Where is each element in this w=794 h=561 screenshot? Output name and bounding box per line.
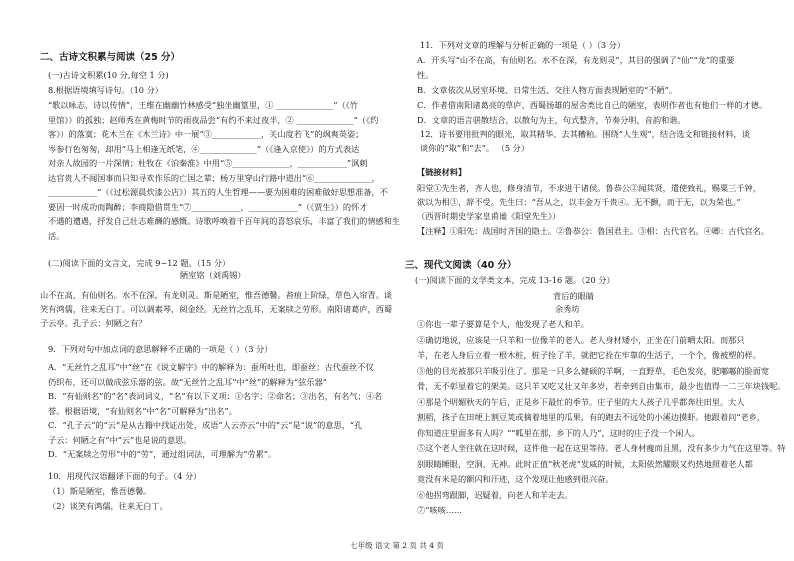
- story-line: 骨，无不彰显着它的架美。这只羊又吃又壮又年多岁，若牵到自由集市，最少也值得一二三年块钱呢。: [417, 381, 786, 391]
- q8-line: “歌以咏志，诗以传情”，王维在幽幽竹林感受“独坐幽篁里，① ______________”（《竹: [48, 100, 358, 110]
- subsection-classical: (二)阅读下面的文言文，完成 9~12 题。（15 分）: [48, 258, 231, 268]
- q10-line: （1）斯是陋室，惟吾德馨。: [48, 486, 152, 496]
- question-10: 10．用现代汉语翻译下面的句子。（4 分）: [48, 471, 202, 481]
- q9-line: D．“无案牍之劳形”中的“劳”，通过组词法，可理解为“劳累”。: [48, 449, 277, 459]
- story-line: ⑤这个老人坐往就在这时候，这件他一起在这里等待。老人身材瘦而且黑，没有多少力气在这里等。特: [417, 443, 786, 453]
- poem-line: 山不在高，有仙则名。水不在深，有龙则灵。斯是陋室，惟吾德馨。苔痕上阶绿，草色入帘青。谈: [40, 290, 393, 300]
- story-line: 你知道庄里面多有人吗？”“呱里在那，乡下的人乃”，这时的庄子没一个闲人。: [417, 427, 700, 438]
- q11-line: C．作者借南阳诸葛亮的草庐、西蜀扬雄的屋舍类比自己的陋室，表明作者也有他们一样的才德。: [417, 100, 768, 110]
- q11-line: A．开头写“山不在高，有仙则名。水不在深，有龙则灵”，其目的强调了“仙”“龙”的重要: [417, 55, 735, 65]
- question-9: 9．下列对句中加点词的意思解释不正确的一项是（ ）（3 分）: [48, 344, 273, 354]
- q11-line: B．文章依次从居室环境、日常生活、交往人物方面表现陋室的“不陋”。: [417, 85, 678, 95]
- story-title: 背后的眼睛: [553, 291, 594, 301]
- question-11: 11．下列对文章的理解与分析正确的一项是（ ）（3 分）: [420, 40, 626, 50]
- q11-line: 性。: [417, 70, 434, 80]
- q8-line: 达官贵人不闻国事而只知寻欢作乐的亡国之辈；杨万里穿山行路中道出“⑥______________，: [48, 172, 380, 183]
- poem-title: 陋室铭（刘禹锡）: [180, 270, 246, 280]
- story-line: 竟没有米是的额闪和汗迹，这个发现让他感到很兴奋。: [417, 474, 614, 484]
- q12-line: 12．诗书要用批判的眼光，取其精华、去其糟粕。围绕“人生观”，结合选文和链接材料，谈: [420, 129, 750, 139]
- q9-line: B．“有仙则名”的“名”表词词义，“名”有以下义项：①名字；②命名；③出名，有名气；④名: [48, 391, 383, 401]
- subsection-poetry: (一)古诗文积累(10 分,每空 1 分): [48, 70, 169, 80]
- story-line: 别眼睛睡眼，空洞、无神。此时正值“秋老虎”发威的时候，太阳依然耀眼又灼热地照着老人都: [417, 458, 753, 469]
- q9-line: 仍织布，还可以做成弦乐器的弦。故“无丝竹之乱耳”中“丝”的解释为“弦乐器”: [48, 376, 327, 387]
- poem-line: 子云亭。孔子云：何陋之有？: [40, 318, 147, 328]
- question-8: 8.根据语境填写诗句。（10 分）: [48, 85, 163, 95]
- story-line: ⑥他拐弯跟脚，迟疑着，向老人和羊走去。: [417, 489, 573, 500]
- poem-line: 笑有鸿儒，往来无白丁。可以调素琴，阅金经。无丝竹之乱耳，无案牍之劳形。南阳诸葛庐，西蜀: [40, 304, 393, 314]
- q12-line: 谈你的“取”和“去”。 （5 分）: [420, 143, 530, 153]
- section-2-title: 二、古诗文积累与阅读（25 分）: [40, 52, 181, 63]
- section-3-title: 三、现代文阅读（40 分）: [405, 260, 517, 271]
- link-line: 阳堂①先生者，齐人也，修身清节，不求进于诸侯。鲁恭公②闻其贤，遣使致礼，赐粟三千钟，: [417, 183, 761, 193]
- story-line: ①你也一辈子要算是个人，他发现了老人和羊。: [417, 319, 589, 329]
- q8-line: ____________”（《过松源晨炊漆公店》）其五的人生哲理——要为困难的困难做好思想准备，不: [48, 187, 388, 197]
- story-line: ④那是个明媚秋天的午后，正是乡下最忙的季节。庄子里的大人孩子几乎都奔往田里。大人: [417, 396, 745, 407]
- story-line: 割稻，孩子在田埂上割豆荚或摘着地里的瓜果，有的跑去不远处的小溪边摸虾。他跟着问“老乡，: [417, 412, 766, 422]
- q8-line: 岑参行色匆匆，却用“马上相逢无纸笔，④______________”（《逢入京使》）的方式表达: [48, 143, 360, 154]
- q8-line: 对亲人故园的一片深情；杜牧在《泊秦淮》中用“⑤______________，____________”讽刺: [48, 158, 368, 168]
- link-line: 欲以为相③，辞不受。先生曰：“吾从之，以丰金万千贵④。无不颤，而于无，以为荣也。”: [417, 197, 741, 207]
- link-line: （西晋时期史学家皇甫谧《阳堂先生》）: [417, 211, 561, 221]
- q8-line: 不遇的遭遇，抒发自己壮志难酬的感慨。诗歌呼唤着千百年间的喜怒哀乐，丰富了我们的情感和生: [48, 216, 401, 226]
- story-line: ②确切地说，应该是一只羊和一位像羊的老人。老人身材矮小，正坐在门前晒太阳。而那只: [417, 334, 745, 345]
- subsection-modern: (一)阅读下面的文学类文本，完成 13-16 题。（20 分）: [415, 275, 615, 285]
- q8-line: 要因一时成功而陶醉；李商隐借贯生“⑦____________，____________”（《贾生》）的怀才: [48, 201, 368, 212]
- q9-line: C．“孔子云”的“云”是从古籍中找证出处，成语“人云亦云”中的“云”是“说”的意思，“孔: [48, 420, 363, 430]
- q8-line: 活。: [48, 230, 65, 241]
- story-line: ③他的目光被那只羊吸引住了。那是一只多么健硕的羊啊，一直野草，毛色发亮，肥嘟嘟的脸面宽: [417, 365, 770, 376]
- page-footer: 七年级 语文 第 2 页 共 4 页: [350, 541, 444, 550]
- story-author: 余秀坊: [555, 304, 580, 314]
- note-line: 【注释】①阳先：战国时齐国的隐士。②鲁恭公：鲁国君主。③相：古代官名。④卿：古代官名。: [417, 226, 770, 236]
- q10-line: （2）谈笑有鸿儒，往来无白丁。: [48, 501, 168, 511]
- q8-line: 里馆》）的孤独；赵师秀在黄梅时节的雨夜品尝“有约不来过夜半，② ______________”（《约: [48, 114, 379, 125]
- story-line: ⑦“咳咳……: [417, 505, 463, 515]
- q8-line: 客》）的落寞；花木兰在《木兰诗》中一展“③____________，关山度若飞”的飒爽英姿；: [48, 129, 364, 139]
- q9-line: A．“无丝竹之乱耳”中“丝”在《说文解字》中的解释为：蚕所吐也，即蚕丝；古代蚕丝不仅: [48, 362, 374, 372]
- q11-line: D．文章的语言骈散结合，以散句为主，句式整齐，节奏分明，音韵和谐。: [417, 115, 686, 125]
- q9-line: 子云：何陋之有”中“云”也是说的意思。: [48, 434, 192, 445]
- story-line: 羊，在老人身后立着一根木桩，桩子拴了羊，就把它拴在牢靠的生活子，一个个，像被塑的样。: [417, 350, 761, 360]
- link-material-label: 【链接材料】: [417, 167, 467, 177]
- q9-line: 誉。根据语境，“有仙则名”中“名”可解释为“出名”。: [48, 405, 237, 416]
